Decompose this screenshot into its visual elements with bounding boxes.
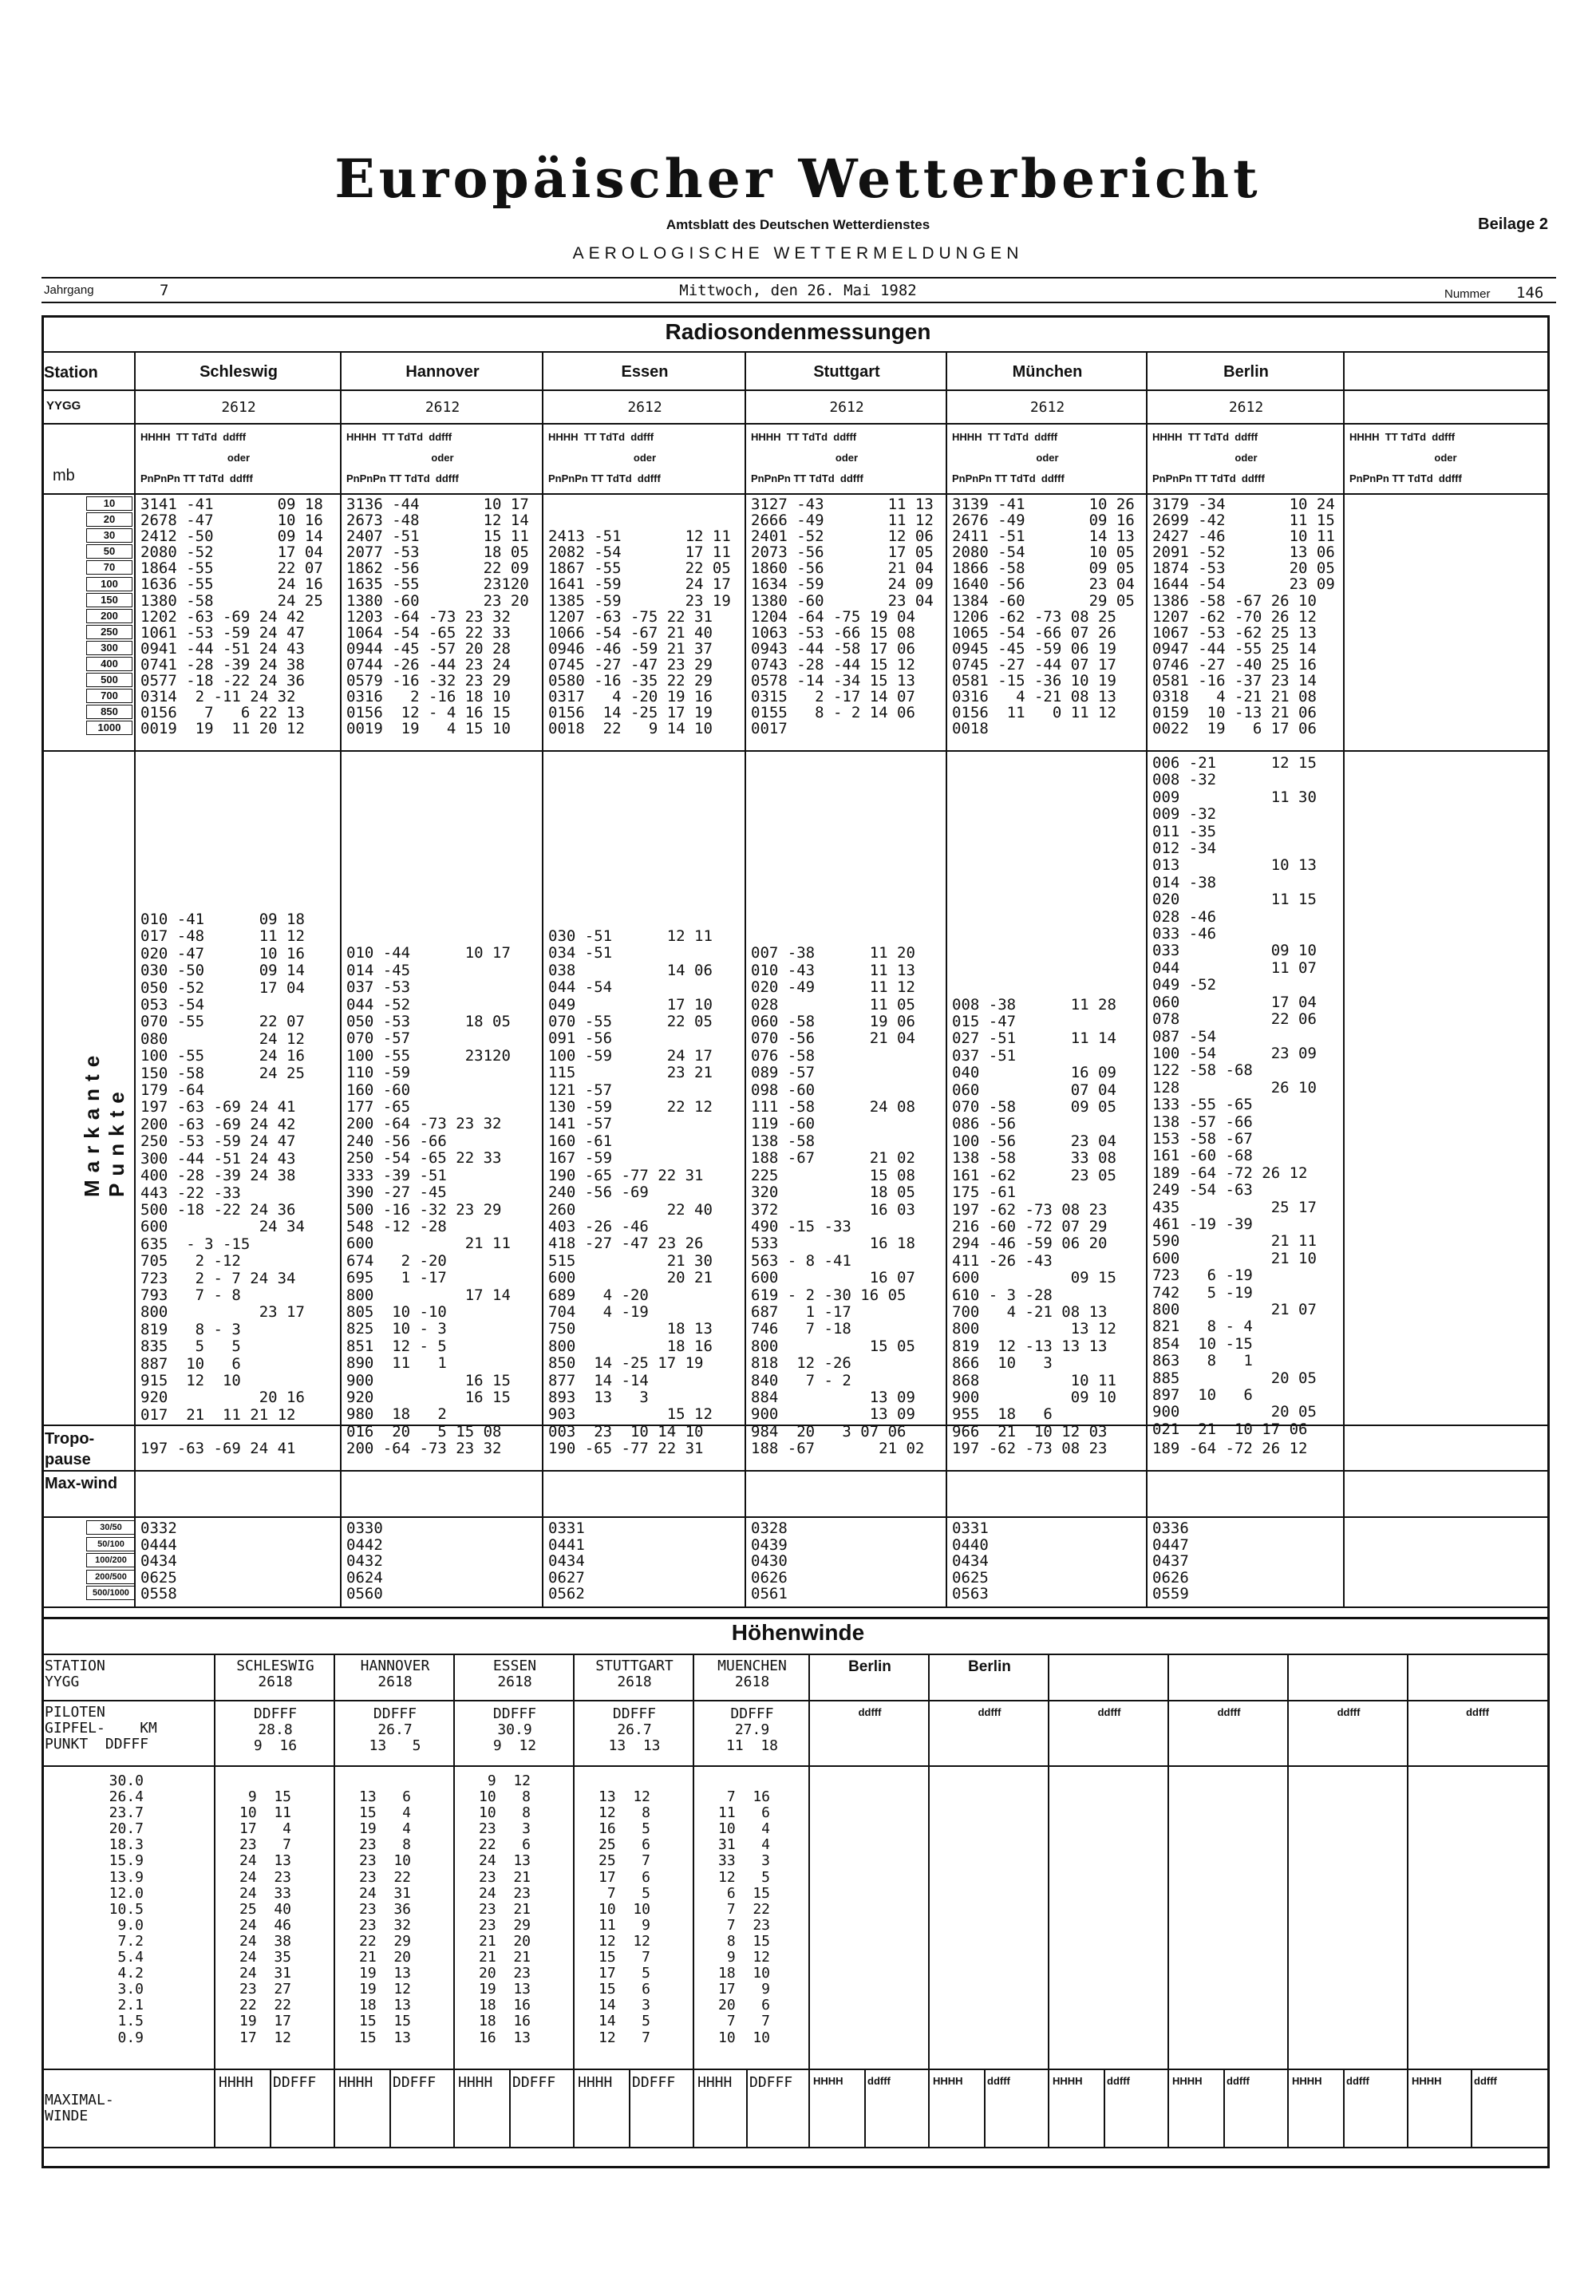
- hw-data: 13 6 15 4 19 4 23 8 23 10 23 22 24 31 23 36 23 32 22 29 21 20 19 13 19 12 18 13 15 15 15 13: [359, 1788, 412, 2046]
- rule: [41, 351, 1548, 353]
- hw-punkt-label: PUNKT DDFFF: [45, 1736, 149, 1753]
- tropopause-data: 197 -62 -73 08 23: [952, 1440, 1108, 1457]
- hw-station-name: Berlin: [848, 1658, 891, 1675]
- mb-level: 1000: [86, 721, 132, 735]
- issue-date: Mittwoch, den 26. Mai 1982: [679, 282, 917, 299]
- mb-level: 30: [86, 528, 132, 543]
- hw-col-header: ddfff: [1466, 1706, 1489, 1718]
- significant-points: 007 -38 11 20 010 -43 11 13 020 -49 11 12 028 11 05 060 -58 19 06 070 -56 21 04 076 -58 089 -57 098 -60 111 -58 24 08 119 -60 138 -58 188 -67 21 02 225 15 08 320 18 05 372 16 03 490 -15 -33 533 16 18 563 - 8 -41 600 16 07 619 - 2 -30 16 05 687 1 -17 746 7 -18 800 15 05 818 12 -26 840 7 - 2 884 13 09 900 13 09 984 20 3 07 06: [751, 944, 915, 1440]
- hw-maxwind-h: HHHH: [697, 2074, 733, 2091]
- col-header-mid: oder: [835, 452, 859, 464]
- station-yygg: 2612: [627, 399, 662, 416]
- hw-col-header: ddfff: [978, 1706, 1001, 1718]
- hoehenwinde-title: Höhenwinde: [731, 1620, 865, 1645]
- col-header-top: HHHH TT TdTd ddfff: [751, 431, 857, 443]
- hw-mw-divider: [864, 2069, 866, 2148]
- significant-points: 008 -38 11 28 015 -47 027 -51 11 14 037 -51 040 16 09 060 07 04 070 -58 09 05 086 -56 100 -56 23 04 138 -58 33 08 161 -62 23 05 175 -61 197 -62 -73 08 23 216 -60 -72 07 29 294 -46 -59 06 20 411 -26 -43 600 09 15 610 - 3 -28 700 4 -21 08 13 800 13 12 819 12 -13 13 13 866 10 3 868 10 11 900 09 10 955 18 6 966 21 10 12 03: [952, 995, 1116, 1440]
- hw-maxwind-d: ddfff: [987, 2075, 1010, 2087]
- rule: [41, 1765, 1548, 1767]
- hw-col-header: ddfff: [1337, 1706, 1361, 1718]
- hw-station-name: HANNOVER: [360, 1658, 430, 1674]
- col-header-mid: oder: [633, 452, 657, 464]
- col-header-mid: oder: [1434, 452, 1457, 464]
- hw-col-header: DDFFF: [373, 1705, 417, 1722]
- hw-maxwind-h: HHHH: [813, 2075, 843, 2087]
- hw-yygg-label: YYGG: [45, 1674, 80, 1690]
- hw-gipfel: 26.7: [377, 1721, 413, 1738]
- rule: [41, 2147, 1548, 2148]
- standard-levels: 2413 -51 12 11 2082 -54 17 11 1867 -55 22 05 1641 -59 24 17 1385 -59 23 19 1207 -63 -75 22 31 1066 -54 -67 21 40 0946 -46 -59 21 37 0745 -27 -47 23 29 0580 -16 -35 22 29 0317 4 -20 19 16 0156 14 -25 17 19 0018 22 9 14 10: [548, 528, 731, 738]
- rule: [41, 493, 1548, 495]
- hw-station-name: Berlin: [968, 1658, 1011, 1675]
- hw-data: 13 12 12 8 16 5 25 6 25 7 17 6 7 5 10 10 11 9 12 12 15 7 17 5 15 6 14 3 14 5 12 7: [598, 1788, 651, 2046]
- hw-col-line: [1407, 1654, 1408, 2148]
- shear-data: 0331 0440 0434 0625 0563: [952, 1519, 989, 1602]
- hw-mw-divider: [509, 2069, 511, 2148]
- mb-level: 200: [86, 609, 132, 623]
- shear-data: 0331 0441 0434 0627 0562: [548, 1519, 585, 1602]
- hw-mw-divider: [1343, 2069, 1345, 2148]
- hw-mw-divider: [629, 2069, 630, 2148]
- col-header-bot: PnPnPn TT TdTd ddfff: [548, 472, 661, 484]
- col-line: [1343, 351, 1345, 1606]
- hw-punkt: 9 12: [492, 1737, 537, 1754]
- hw-col-header: ddfff: [1097, 1706, 1121, 1718]
- hw-maxwind-h: HHHH: [338, 2074, 373, 2091]
- station-name: Berlin: [1223, 363, 1269, 381]
- hw-punkt: 13 5: [369, 1737, 421, 1754]
- station-yygg: 2612: [425, 399, 460, 416]
- rule: [41, 423, 1548, 425]
- mb-level: 70: [86, 560, 132, 575]
- shear-data: 0330 0442 0432 0624 0560: [346, 1519, 383, 1602]
- hw-gipfel-label: GIPFEL- KM: [45, 1720, 157, 1737]
- hw-mw-divider: [270, 2069, 271, 2148]
- hw-mw-divider: [984, 2069, 986, 2148]
- hw-maxwind-h: HHHH: [458, 2074, 493, 2091]
- standard-levels: 3139 -41 10 26 2676 -49 09 16 2411 -51 14 13 2080 -54 10 05 1866 -58 09 05 1640 -56 23 04 1384 -60 29 05 1206 -62 -73 08 25 1065 -54 -66 07 26 0945 -45 -59 06 19 0745 -27 -44 07 17 0581 -15 -36 10 19 0316 4 -21 08 13 0156 11 0 11 12 0018: [952, 496, 1135, 738]
- hw-maxwind-d: DDFFF: [273, 2074, 317, 2091]
- col-line: [1146, 351, 1148, 1606]
- col-header-bot: PnPnPn TT TdTd ddfff: [1152, 472, 1265, 484]
- station-yygg: 2612: [1228, 399, 1264, 416]
- hw-maxwind-h: HHHH: [1053, 2075, 1083, 2087]
- hw-data: 9 12 10 8 10 8 23 3 22 6 24 13 23 21 24 23 23 21 23 29 21 20 21 21 20 23 19 13 18 16 18 16 16 13: [479, 1772, 531, 2046]
- shear-level: 200/500: [86, 1570, 136, 1584]
- significant-points: 010 -41 09 18 017 -48 11 12 020 -47 10 16 030 -50 09 14 050 -52 17 04 053 -54 070 -55 22 07 080 24 12 100 -55 24 16 150 -58 24 25 179 -64 197 -63 -69 24 41 200 -63 -69 24 42 250 -53 -59 24 47 300 -44 -51 24 43 400 -28 -39 24 38 443 -22 -33 500 -18 -22 24 36 600 24 34 635 - 3 -15 705 2 -12 723 2 - 7 24 34 793 7 - 8 800 23 17 819 8 - 3 835 5 5 887 10 6 915 12 10 920 20 16 017 21 11 21 12: [140, 911, 305, 1424]
- subtitle: Amtsblatt des Deutschen Wetterdienstes: [666, 217, 930, 232]
- mb-level: 500: [86, 673, 132, 687]
- col-header-top: HHHH TT TdTd ddfff: [952, 431, 1058, 443]
- mb-level: 10: [86, 496, 132, 511]
- mb-label: mb: [53, 467, 75, 484]
- station-name: Hannover: [405, 363, 480, 381]
- hw-maxwind-d: ddfff: [867, 2075, 891, 2087]
- col-header-mid: oder: [1235, 452, 1258, 464]
- col-line: [542, 351, 543, 1606]
- rule: [41, 389, 1548, 391]
- col-header-bot: PnPnPn TT TdTd ddfff: [1349, 472, 1462, 484]
- station-name: Stuttgart: [813, 363, 880, 381]
- hw-col-line: [1048, 1654, 1049, 2148]
- hw-station-yygg: 2618: [617, 1674, 652, 1690]
- hw-maxwind-d: ddfff: [1227, 2075, 1250, 2087]
- jahrgang-label: Jahrgang: [44, 283, 94, 297]
- col-header-mid: oder: [1036, 452, 1059, 464]
- rule: [41, 1606, 1548, 1608]
- mb-level: 150: [86, 593, 132, 607]
- mb-level: 20: [86, 512, 132, 527]
- shear-level: 30/50: [86, 1520, 136, 1535]
- col-header-top: HHHH TT TdTd ddfff: [1349, 431, 1456, 443]
- hw-maxwind-h: HHHH: [933, 2075, 963, 2087]
- col-header-bot: PnPnPn TT TdTd ddfff: [346, 472, 459, 484]
- maxwind-label: Max-wind: [45, 1475, 118, 1492]
- hw-col-line: [1287, 1654, 1289, 2148]
- col-header-bot: PnPnPn TT TdTd ddfff: [952, 472, 1065, 484]
- col-header-top: HHHH TT TdTd ddfff: [346, 431, 452, 443]
- col-header-bot: PnPnPn TT TdTd ddfff: [140, 472, 253, 484]
- hw-maxwind-d: ddfff: [1346, 2075, 1369, 2087]
- hw-station-name: ESSEN: [492, 1658, 537, 1674]
- nummer-label: Nummer: [1444, 287, 1491, 301]
- header-rule-2: [41, 302, 1556, 303]
- hw-gipfel: 30.9: [497, 1721, 532, 1738]
- standard-levels: 3136 -44 10 17 2673 -48 12 14 2407 -51 15 11 2077 -53 18 05 1862 -56 22 09 1635 -55 23120 1380 -60 23 20 1203 -64 -73 23 32 1064 -54 -65 22 33 0944 -45 -57 20 28 0744 -26 -44 23 24 0579 -16 -32 23 29 0316 2 -16 18 10 0156 12 - 4 16 15 0019 19 4 15 10: [346, 496, 529, 738]
- tropopause-data: 189 -64 -72 26 12: [1152, 1440, 1308, 1457]
- rule: [41, 750, 1548, 752]
- col-line: [745, 351, 746, 1606]
- hw-maxwind-h: HHHH: [219, 2074, 254, 2091]
- hw-mw-divider: [1104, 2069, 1105, 2148]
- hw-maxwind-label: MAXIMAL- WINDE: [45, 2092, 114, 2124]
- hw-piloten-label: PILOTEN: [45, 1704, 105, 1721]
- hw-col-header: ddfff: [858, 1706, 882, 1718]
- hw-gipfel: 26.7: [617, 1721, 652, 1738]
- station-name: Essen: [621, 363, 669, 381]
- hw-station-label: STATION: [45, 1658, 105, 1674]
- mb-level: 850: [86, 705, 132, 719]
- hw-col-header: ddfff: [1217, 1706, 1241, 1718]
- standard-levels: 3141 -41 09 18 2678 -47 10 16 2412 -50 09 14 2080 -52 17 04 1864 -55 22 07 1636 -55 24 16 1380 -58 24 25 1202 -63 -69 24 42 1061 -53 -59 24 47 0941 -44 -51 24 43 0741 -28 -39 24 38 0577 -18 -22 24 36 0314 2 -11 24 32 0156 7 6 22 13 0019 19 11 20 12: [140, 496, 323, 738]
- mb-level: 50: [86, 544, 132, 559]
- tropopause-data: 197 -63 -69 24 41: [140, 1440, 296, 1457]
- shear-data: 0336 0447 0437 0626 0559: [1152, 1519, 1189, 1602]
- col-line: [340, 351, 342, 1606]
- significant-points: 030 -51 12 11 034 -51 038 14 06 044 -54 049 17 10 070 -55 22 05 091 -56 100 -59 24 17 115 23 21 121 -57 130 -59 22 12 141 -57 160 -61 167 -59 190 -65 -77 22 31 240 -56 -69 260 22 40 403 -26 -46 418 -27 -47 23 26 515 21 30 600 20 21 689 4 -20 704 4 -19 750 18 13 800 18 16 850 14 -25 17 19 877 14 -14 893 13 3 903 15 12 003 23 10 14 10: [548, 927, 713, 1440]
- tropopause-data: 200 -64 -73 23 32: [346, 1440, 502, 1457]
- hw-mw-divider: [1223, 2069, 1225, 2148]
- significant-points: 010 -44 10 17 014 -45 037 -53 044 -52 050 -53 18 05 070 -57 100 -55 23120 110 -59 160 -60 177 -65 200 -64 -73 23 32 240 -56 -66 250 -54 -65 22 33 333 -39 -51 390 -27 -45 500 -16 -32 23 29 548 -12 -28 600 21 11 674 2 -20 695 1 -17 800 17 14 805 10 -10 825 10 - 3 851 12 - 5 890 11 1 900 16 15 920 16 15 980 18 2 016 20 5 15 08: [346, 944, 511, 1440]
- hw-mw-divider: [1471, 2069, 1472, 2148]
- hw-maxwind-d: DDFFF: [512, 2074, 556, 2091]
- jahrgang-value: 7: [160, 282, 169, 299]
- col-header-top: HHHH TT TdTd ddfff: [140, 431, 247, 443]
- hw-maxwind-h: HHHH: [1412, 2075, 1442, 2087]
- shear-data: 0328 0439 0430 0626 0561: [751, 1519, 788, 1602]
- rule: [41, 1654, 1548, 1655]
- hw-punkt: 13 13: [608, 1737, 661, 1754]
- header-rule: [41, 277, 1556, 279]
- station-name: München: [1012, 363, 1083, 381]
- hw-col-line: [808, 1654, 810, 2148]
- rule: [41, 1700, 1548, 1701]
- standard-levels: 3127 -43 11 13 2666 -49 11 12 2401 -52 12 06 2073 -56 17 05 1860 -56 21 04 1634 -59 24 09 1380 -60 23 04 1204 -64 -75 19 04 1063 -53 -66 15 08 0943 -44 -58 17 06 0743 -28 -44 15 12 0578 -14 -34 15 13 0315 2 -17 14 07 0155 8 - 2 14 06 0017: [751, 496, 934, 738]
- hw-data: 9 15 10 11 17 4 23 7 24 13 24 23 24 33 25 40 24 46 24 38 24 35 24 31 23 27 22 22 19 17 17 12: [239, 1788, 292, 2046]
- hw-gipfel: 27.9: [734, 1721, 770, 1738]
- yygg-label: YYGG: [46, 399, 81, 413]
- hw-maxwind-h: HHHH: [1172, 2075, 1203, 2087]
- hw-station-yygg: 2618: [258, 1674, 293, 1690]
- mb-level: 700: [86, 689, 132, 703]
- shear-level: 50/100: [86, 1537, 136, 1551]
- col-header-mid: oder: [227, 452, 251, 464]
- page-title: Europäischer Wetterbericht: [334, 148, 1262, 210]
- hw-maxwind-h: HHHH: [1292, 2075, 1322, 2087]
- hw-gipfel: 28.8: [258, 1721, 293, 1738]
- hw-maxwind-d: ddfff: [1474, 2075, 1497, 2087]
- section-title: AEROLOGISCHE WETTERMELDUNGEN: [572, 244, 1024, 263]
- radiosonde-title: Radiosondenmessungen: [665, 319, 931, 344]
- tropopause-data: 188 -67 21 02: [751, 1440, 925, 1457]
- hw-maxwind-d: ddfff: [1107, 2075, 1130, 2087]
- nummer-value: 146: [1516, 284, 1544, 302]
- rule: [41, 1516, 1548, 1518]
- hw-punkt: 9 16: [253, 1737, 298, 1754]
- shear-data: 0332 0444 0434 0625 0558: [140, 1519, 177, 1602]
- hw-col-header: DDFFF: [492, 1705, 537, 1722]
- hw-mw-divider: [746, 2069, 748, 2148]
- rule: [41, 1470, 1548, 1472]
- hw-maxwind-d: DDFFF: [393, 2074, 437, 2091]
- hw-heights: 30.0 26.4 23.7 20.7 18.3 15.9 13.9 12.0 10.5 9.0 7.2 5.4 4.2 3.0 2.1 1.5 0.9: [109, 1772, 144, 2046]
- tropopause-label: Tropo-pause: [45, 1430, 95, 1468]
- hw-station-name: STUTTGART: [595, 1658, 674, 1674]
- station-name: Schleswig: [200, 363, 278, 381]
- standard-levels: 3179 -34 10 24 2699 -42 11 15 2427 -46 10 11 2091 -52 13 06 1874 -53 20 05 1644 -54 23 09 1386 -58 -67 26 10 1207 -62 -70 26 12 1067 -53 -62 25 13 0947 -44 -55 25 14 0746 -27 -40 25 16 0581 -16 -37 23 14 0318 4 -21 21 08 0159 10 -13 21 06 0022 19 6 17 06: [1152, 496, 1335, 738]
- mb-level: 250: [86, 625, 132, 639]
- hw-data: 7 16 11 6 10 4 31 4 33 3 12 5 6 15 7 22 7 23 8 15 9 12 18 10 17 9 20 6 7 7 10 10: [718, 1788, 771, 2046]
- hw-col-line: [928, 1654, 930, 2148]
- hw-station-name: MUENCHEN: [717, 1658, 787, 1674]
- hw-station-yygg: 2618: [497, 1674, 532, 1690]
- col-header-bot: PnPnPn TT TdTd ddfff: [751, 472, 863, 484]
- mb-level: 300: [86, 641, 132, 655]
- station-yygg: 2612: [221, 399, 256, 416]
- hw-col-header: DDFFF: [612, 1705, 657, 1722]
- hw-station-name: SCHLESWIG: [236, 1658, 314, 1674]
- hw-maxwind-d: DDFFF: [632, 2074, 676, 2091]
- col-header-mid: oder: [431, 452, 454, 464]
- markante-punkte-label: Markante Punkte: [80, 1048, 128, 1197]
- station-label: Station: [44, 364, 98, 381]
- shear-level: 500/1000: [86, 1586, 136, 1600]
- hw-maxwind-h: HHHH: [578, 2074, 613, 2091]
- col-line: [946, 351, 947, 1606]
- hw-col-header: DDFFF: [253, 1705, 298, 1722]
- hw-punkt: 11 18: [725, 1737, 779, 1754]
- hw-station-yygg: 2618: [734, 1674, 770, 1690]
- hw-maxwind-d: DDFFF: [749, 2074, 793, 2091]
- tropopause-data: 190 -65 -77 22 31: [548, 1440, 704, 1457]
- station-yygg: 2612: [1029, 399, 1065, 416]
- hw-col-header: DDFFF: [730, 1705, 774, 1722]
- station-yygg: 2612: [829, 399, 864, 416]
- hw-station-yygg: 2618: [377, 1674, 413, 1690]
- mb-level: 400: [86, 657, 132, 671]
- beilage-label: Beilage 2: [1478, 215, 1548, 233]
- rule: [41, 2069, 1548, 2070]
- col-header-top: HHHH TT TdTd ddfff: [1152, 431, 1258, 443]
- hw-mw-divider: [389, 2069, 391, 2148]
- mb-level: 100: [86, 577, 132, 591]
- col-line: [134, 351, 136, 1606]
- col-header-top: HHHH TT TdTd ddfff: [548, 431, 654, 443]
- significant-points: 006 -21 12 15 008 -32 009 11 30 009 -32 011 -35 012 -34 013 10 13 014 -38 020 11 15 028 -46 033 -46 033 09 10 044 11 07 049 -52 060 17 04 078 22 06 087 -54 100 -54 23 09 122 -58 -68 128 26 10 133 -55 -65 138 -57 -66 153 -58 -67 161 -60 -68 189 -64 -72 26 12 249 -54 -63 435 25 17 461 -19 -39 590 21 11 600 21 10 723 6 -19 742 5 -19 800 21 07 821 8 - 4 854 10 -15 863 8 1 885 20 05 897 10 6 900 20 05 021 21 10 17 06: [1152, 754, 1317, 1438]
- hw-col-line: [1167, 1654, 1169, 2148]
- rule: [41, 1617, 1548, 1619]
- shear-level: 100/200: [86, 1553, 136, 1567]
